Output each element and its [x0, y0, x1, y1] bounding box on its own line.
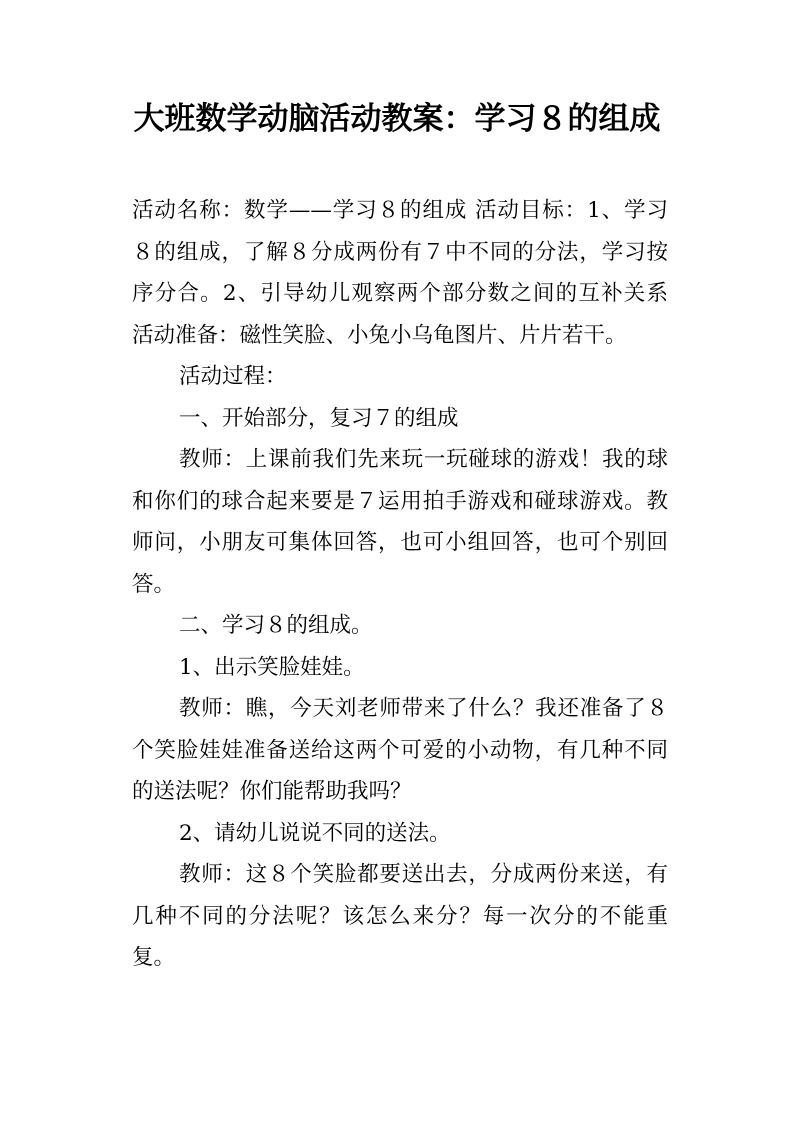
paragraph-teacher-ball-game: 教师：上课前我们先来玩一玩碰球的游戏！我的球和你们的球合起来要是７运用拍手游戏和碰球游戏。教师问，小朋友可集体回答，也可小组回答，也可个别回答。 — [132, 447, 668, 597]
paragraph-activity-info: 活动名称：数学——学习８的组成 活动目标：1、学习８的组成，了解８分成两份有７中不同的分法，学习按序分合。2、引导幼儿观察两个部分数之间的互补关系 活动准备：磁性笑脸、小兔小乌龟图片、片片若干。 — [132, 198, 668, 348]
document-title: 大班数学动脑活动教案：学习８的组成 — [133, 101, 661, 137]
paragraph-section-one-heading: 一、开始部分，复习７的组成 — [179, 405, 459, 431]
paragraph-step-one: 1、出示笑脸娃娃。 — [179, 654, 365, 680]
paragraph-teacher-split-methods: 教师：这８个笑脸都要送出去，分成两份来送，有几种不同的分法呢？该怎么来分？每一次分的不能重复。 — [132, 862, 668, 970]
document-body — [132, 190, 668, 979]
paragraph-teacher-smiley-dolls: 教师：瞧，今天刘老师带来了什么？我还准备了８个笑脸娃娃准备送给这两个可爱的小动物，有几种不同的送法呢？你们能帮助我吗？ — [132, 696, 668, 804]
paragraph-step-two: 2、请幼儿说说不同的送法。 — [179, 820, 451, 846]
paragraph-process-heading: 活动过程： — [179, 364, 287, 389]
paragraph-section-two-heading: 二、学习８的组成。 — [179, 613, 373, 638]
